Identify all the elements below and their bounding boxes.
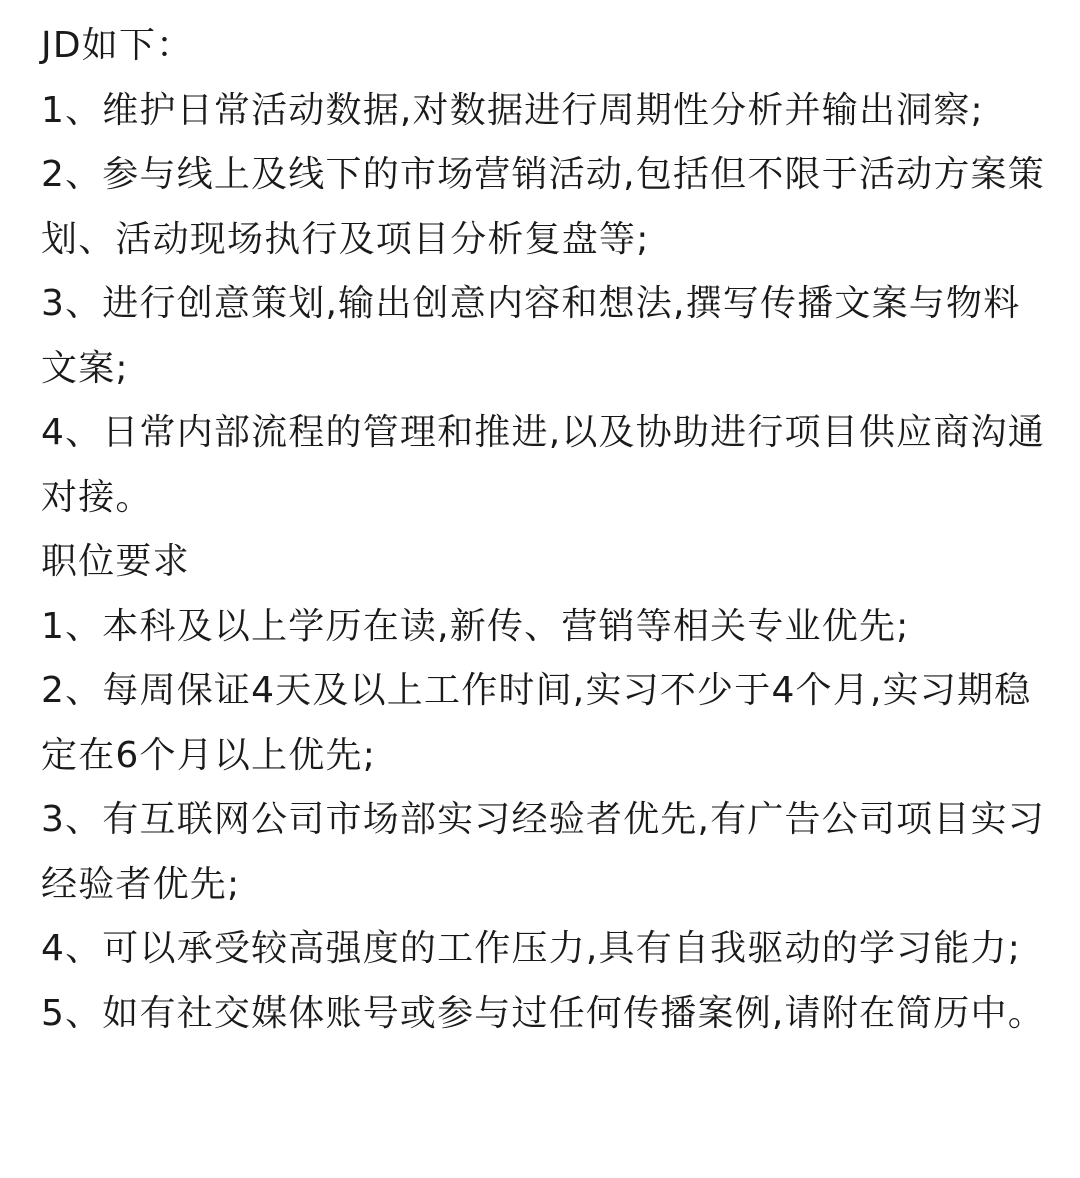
requirement-item-2: 2、每周保证4天及以上工作时间,实习不少于4个月,实习期稳定在6个月以上优先; xyxy=(41,670,1032,776)
requirements-heading: 职位要求 xyxy=(41,541,190,582)
jd-item-3: 3、进行创意策划,输出创意内容和想法,撰写传播文案与物料文案; xyxy=(41,283,1021,389)
requirement-item-1: 1、本科及以上学历在读,新传、营销等相关专业优先; xyxy=(41,605,910,647)
requirement-item-4: 4、可以承受较高强度的工作压力,具有自我驱动的学习能力; xyxy=(41,928,1022,969)
jd-item-1: 1、维护日常活动数据,对数据进行周期性分析并输出洞察; xyxy=(41,89,984,131)
job-description-document xyxy=(41,14,1051,1046)
requirement-item-5: 5、如有社交媒体账号或参与过任何传播案例,请附在简历中。 xyxy=(41,992,1045,1034)
jd-heading: JD如下： xyxy=(41,25,194,66)
requirement-item-3: 3、有互联网公司市场部实习经验者优先,有广告公司项目实习经验者优先; xyxy=(41,799,1045,905)
jd-item-2: 2、参与线上及线下的市场营销活动,包括但不限于活动方案策划、活动现场执行及项目分析复盘等; xyxy=(41,154,1045,260)
jd-item-4: 4、日常内部流程的管理和推进,以及协助进行项目供应商沟通对接。 xyxy=(41,412,1045,518)
